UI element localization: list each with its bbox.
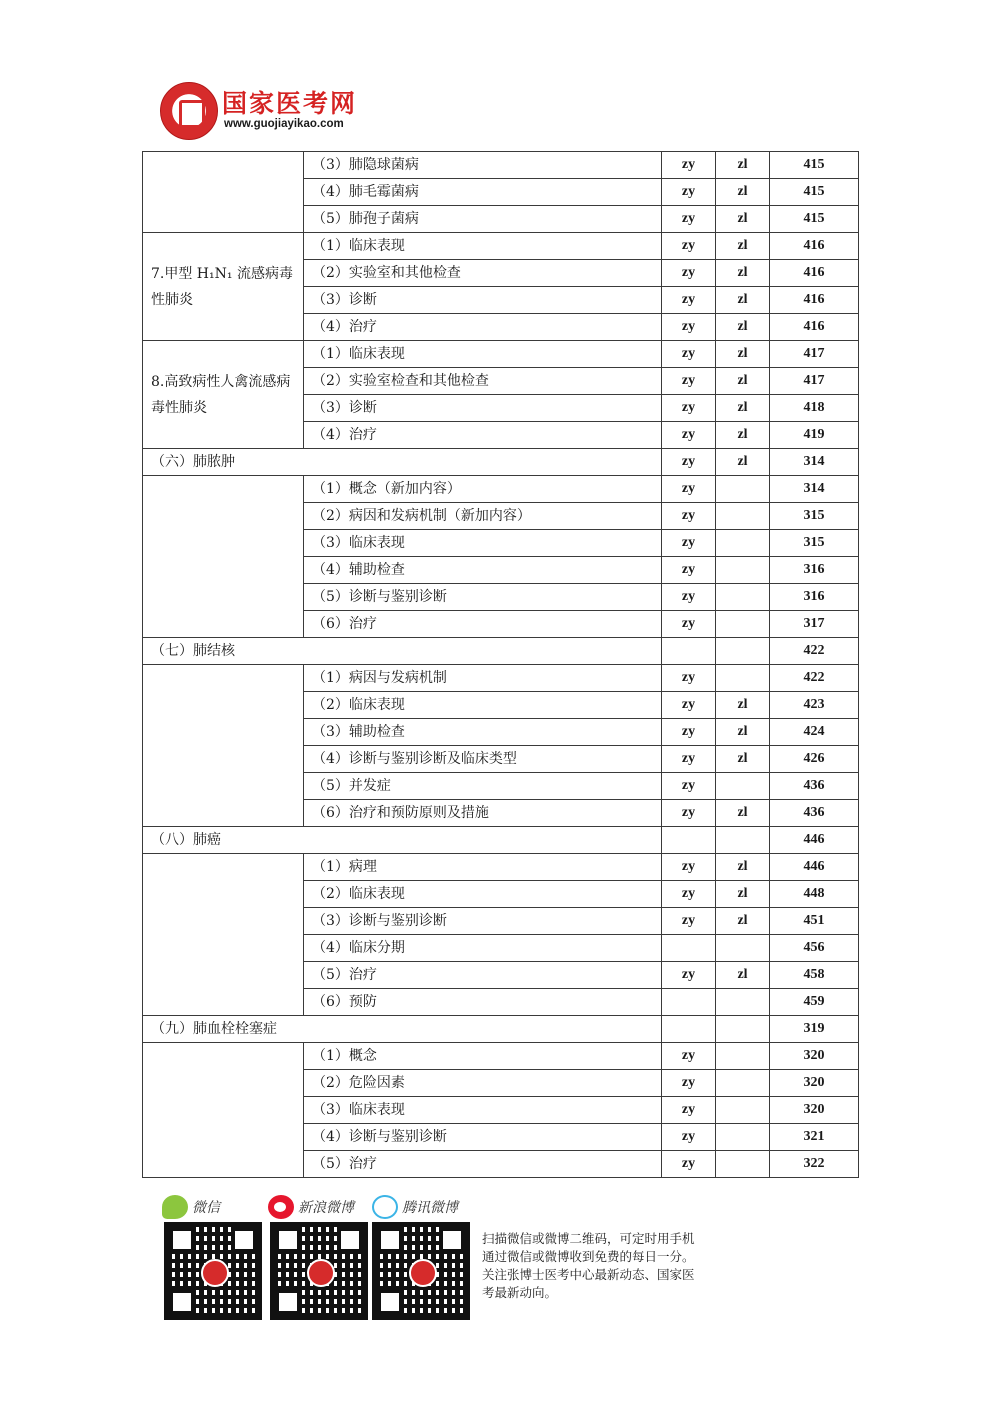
footer [160,1192,720,1322]
item-cell: （4）临床分期 [304,935,662,962]
wechat-badge [162,1192,220,1222]
code-zy-cell: zy [662,476,716,503]
code-zy-cell [662,827,716,854]
page-number-cell: 417 [770,341,859,368]
item-cell: （2）临床表现 [304,692,662,719]
code-zy-cell: zy [662,962,716,989]
code-zl-cell: zl [716,287,770,314]
page-number-cell: 320 [770,1097,859,1124]
tencent-weibo-icon [372,1195,398,1219]
code-zy-cell: zy [662,503,716,530]
code-zy-cell: zy [662,422,716,449]
item-cell: （5）诊断与鉴别诊断 [304,584,662,611]
code-zl-cell: zl [716,260,770,287]
page-number-cell: 320 [770,1043,859,1070]
category-cell [143,152,304,233]
code-zl-cell: zl [716,719,770,746]
code-zy-cell: zy [662,1097,716,1124]
section-title: （九）肺血栓栓塞症 [143,1016,662,1043]
code-zy-cell: zy [662,1124,716,1151]
tencent-weibo-label: 腾讯微博 [402,1200,458,1216]
item-cell: （4）诊断与鉴别诊断及临床类型 [304,746,662,773]
item-cell: （4）辅助检查 [304,557,662,584]
weibo-label: 新浪微博 [298,1200,354,1216]
item-cell: （5）治疗 [304,1151,662,1178]
code-zy-cell: zy [662,557,716,584]
item-cell: （1）概念 [304,1043,662,1070]
code-zl-cell [716,1016,770,1043]
item-cell: （5）并发症 [304,773,662,800]
code-zl-cell: zl [716,179,770,206]
code-zl-cell: zl [716,908,770,935]
page-number-cell: 322 [770,1151,859,1178]
code-zy-cell: zy [662,368,716,395]
page-number-cell: 415 [770,206,859,233]
section-row [143,449,859,476]
code-zl-cell [716,503,770,530]
item-cell: （4）诊断与鉴别诊断 [304,1124,662,1151]
code-zl-cell [716,1124,770,1151]
code-zy-cell: zy [662,314,716,341]
page-number-cell: 436 [770,800,859,827]
page-number-cell: 422 [770,638,859,665]
category-cell: 8.高致病性人禽流感病毒性肺炎 [143,341,304,449]
wechat-qr-code [164,1222,262,1320]
code-zy-cell: zy [662,233,716,260]
category-cell [143,665,304,827]
item-cell: （3）诊断 [304,395,662,422]
code-zl-cell [716,611,770,638]
item-cell: （5）治疗 [304,962,662,989]
section-title: （八）肺癌 [143,827,662,854]
site-header [160,80,420,140]
page-number-cell: 417 [770,368,859,395]
code-zy-cell: zy [662,854,716,881]
section-row [143,1016,859,1043]
item-cell: （3）辅助检查 [304,719,662,746]
code-zl-cell [716,1151,770,1178]
page-number-cell: 446 [770,854,859,881]
code-zl-cell: zl [716,206,770,233]
item-cell: （3）临床表现 [304,1097,662,1124]
code-zy-cell: zy [662,449,716,476]
page-number-cell: 456 [770,935,859,962]
item-cell: （2）实验室检查和其他检查 [304,368,662,395]
page-number-cell: 415 [770,179,859,206]
table-row [143,665,859,692]
item-cell: （2）临床表现 [304,881,662,908]
code-zy-cell: zy [662,206,716,233]
code-zl-cell: zl [716,152,770,179]
syllabus-table [142,151,859,1178]
code-zl-cell [716,1070,770,1097]
code-zy-cell: zy [662,395,716,422]
code-zl-cell: zl [716,881,770,908]
code-zl-cell: zl [716,314,770,341]
code-zl-cell [716,638,770,665]
page-number-cell: 416 [770,314,859,341]
page-number-cell: 419 [770,422,859,449]
table-row [143,341,859,368]
code-zy-cell: zy [662,260,716,287]
page-number-cell: 315 [770,530,859,557]
item-cell: （4）治疗 [304,314,662,341]
item-cell: （3）诊断与鉴别诊断 [304,908,662,935]
code-zl-cell: zl [716,368,770,395]
category-cell [143,476,304,638]
code-zl-cell: zl [716,692,770,719]
wechat-label: 微信 [192,1200,220,1216]
tencent-weibo-badge [372,1192,458,1222]
code-zy-cell: zy [662,1070,716,1097]
table-row [143,233,859,260]
brand-logo-icon [160,82,218,140]
code-zl-cell [716,584,770,611]
category-cell [143,854,304,1016]
page-number-cell: 459 [770,989,859,1016]
category-cell [143,1043,304,1178]
page-number-cell: 317 [770,611,859,638]
code-zy-cell: zy [662,881,716,908]
page-number-cell: 451 [770,908,859,935]
weibo-badge [268,1192,354,1222]
page-number-cell: 321 [770,1124,859,1151]
code-zy-cell: zy [662,611,716,638]
item-cell: （5）肺孢子菌病 [304,206,662,233]
table-row [143,152,859,179]
item-cell: （6）治疗和预防原则及措施 [304,800,662,827]
page-number-cell: 422 [770,665,859,692]
weibo-qr-code [270,1222,368,1320]
item-cell: （2）病因和发病机制（新加内容） [304,503,662,530]
page-number-cell: 415 [770,152,859,179]
weibo-icon [268,1195,294,1219]
code-zy-cell: zy [662,530,716,557]
code-zy-cell: zy [662,287,716,314]
section-title: （七）肺结核 [143,638,662,665]
code-zl-cell: zl [716,800,770,827]
page-number-cell: 319 [770,1016,859,1043]
code-zy-cell: zy [662,179,716,206]
code-zl-cell [716,530,770,557]
code-zy-cell: zy [662,665,716,692]
code-zy-cell: zy [662,341,716,368]
code-zy-cell: zy [662,719,716,746]
code-zl-cell [716,935,770,962]
code-zl-cell [716,773,770,800]
code-zl-cell [716,989,770,1016]
item-cell: （1）概念（新加内容） [304,476,662,503]
code-zy-cell: zy [662,692,716,719]
code-zy-cell [662,989,716,1016]
section-title: （六）肺脓肿 [143,449,662,476]
page-number-cell: 320 [770,1070,859,1097]
code-zy-cell [662,638,716,665]
code-zl-cell [716,827,770,854]
tencent-weibo-qr-code [372,1222,470,1320]
code-zy-cell: zy [662,773,716,800]
item-cell: （1）临床表现 [304,341,662,368]
code-zl-cell [716,557,770,584]
table-row [143,1043,859,1070]
code-zl-cell: zl [716,422,770,449]
item-cell: （6）治疗 [304,611,662,638]
item-cell: （3）临床表现 [304,530,662,557]
brand-name: 国家医考网 [222,89,358,118]
code-zl-cell: zl [716,233,770,260]
code-zl-cell: zl [716,449,770,476]
wechat-icon [162,1195,188,1219]
code-zl-cell: zl [716,746,770,773]
code-zy-cell: zy [662,1151,716,1178]
code-zy-cell: zy [662,908,716,935]
code-zy-cell: zy [662,800,716,827]
page-number-cell: 426 [770,746,859,773]
page-number-cell: 314 [770,449,859,476]
table-row [143,476,859,503]
page-number-cell: 416 [770,260,859,287]
code-zl-cell [716,476,770,503]
item-cell: （6）预防 [304,989,662,1016]
section-row [143,827,859,854]
code-zl-cell: zl [716,962,770,989]
code-zl-cell: zl [716,395,770,422]
page-number-cell: 416 [770,287,859,314]
qr-note: 扫描微信或微博二维码，可定时用手机通过微信或微博收到免费的每日一分。关注张博士医考中心最新动态、国家医考最新动向。 [482,1231,695,1300]
item-cell: （4）治疗 [304,422,662,449]
page-number-cell: 314 [770,476,859,503]
item-cell: （1）病理 [304,854,662,881]
page-number-cell: 448 [770,881,859,908]
code-zl-cell [716,665,770,692]
page-number-cell: 418 [770,395,859,422]
item-cell: （4）肺毛霉菌病 [304,179,662,206]
code-zy-cell: zy [662,1043,716,1070]
code-zl-cell: zl [716,854,770,881]
category-cell: 7.甲型 H₁N₁ 流感病毒性肺炎 [143,233,304,341]
code-zy-cell [662,1016,716,1043]
item-cell: （1）临床表现 [304,233,662,260]
page-number-cell: 436 [770,773,859,800]
page-number-cell: 316 [770,557,859,584]
code-zy-cell [662,935,716,962]
item-cell: （2）危险因素 [304,1070,662,1097]
item-cell: （1）病因与发病机制 [304,665,662,692]
page-number-cell: 315 [770,503,859,530]
brand-url: www.guojiayikao.com [224,118,344,130]
item-cell: （3）诊断 [304,287,662,314]
section-row [143,638,859,665]
table-row [143,854,859,881]
page-number-cell: 424 [770,719,859,746]
page-number-cell: 446 [770,827,859,854]
item-cell: （2）实验室和其他检查 [304,260,662,287]
code-zy-cell: zy [662,746,716,773]
item-cell: （3）肺隐球菌病 [304,152,662,179]
code-zy-cell: zy [662,584,716,611]
page-number-cell: 423 [770,692,859,719]
code-zl-cell [716,1043,770,1070]
page-number-cell: 458 [770,962,859,989]
page-number-cell: 316 [770,584,859,611]
code-zl-cell: zl [716,341,770,368]
page-number-cell: 416 [770,233,859,260]
code-zy-cell: zy [662,152,716,179]
code-zl-cell [716,1097,770,1124]
